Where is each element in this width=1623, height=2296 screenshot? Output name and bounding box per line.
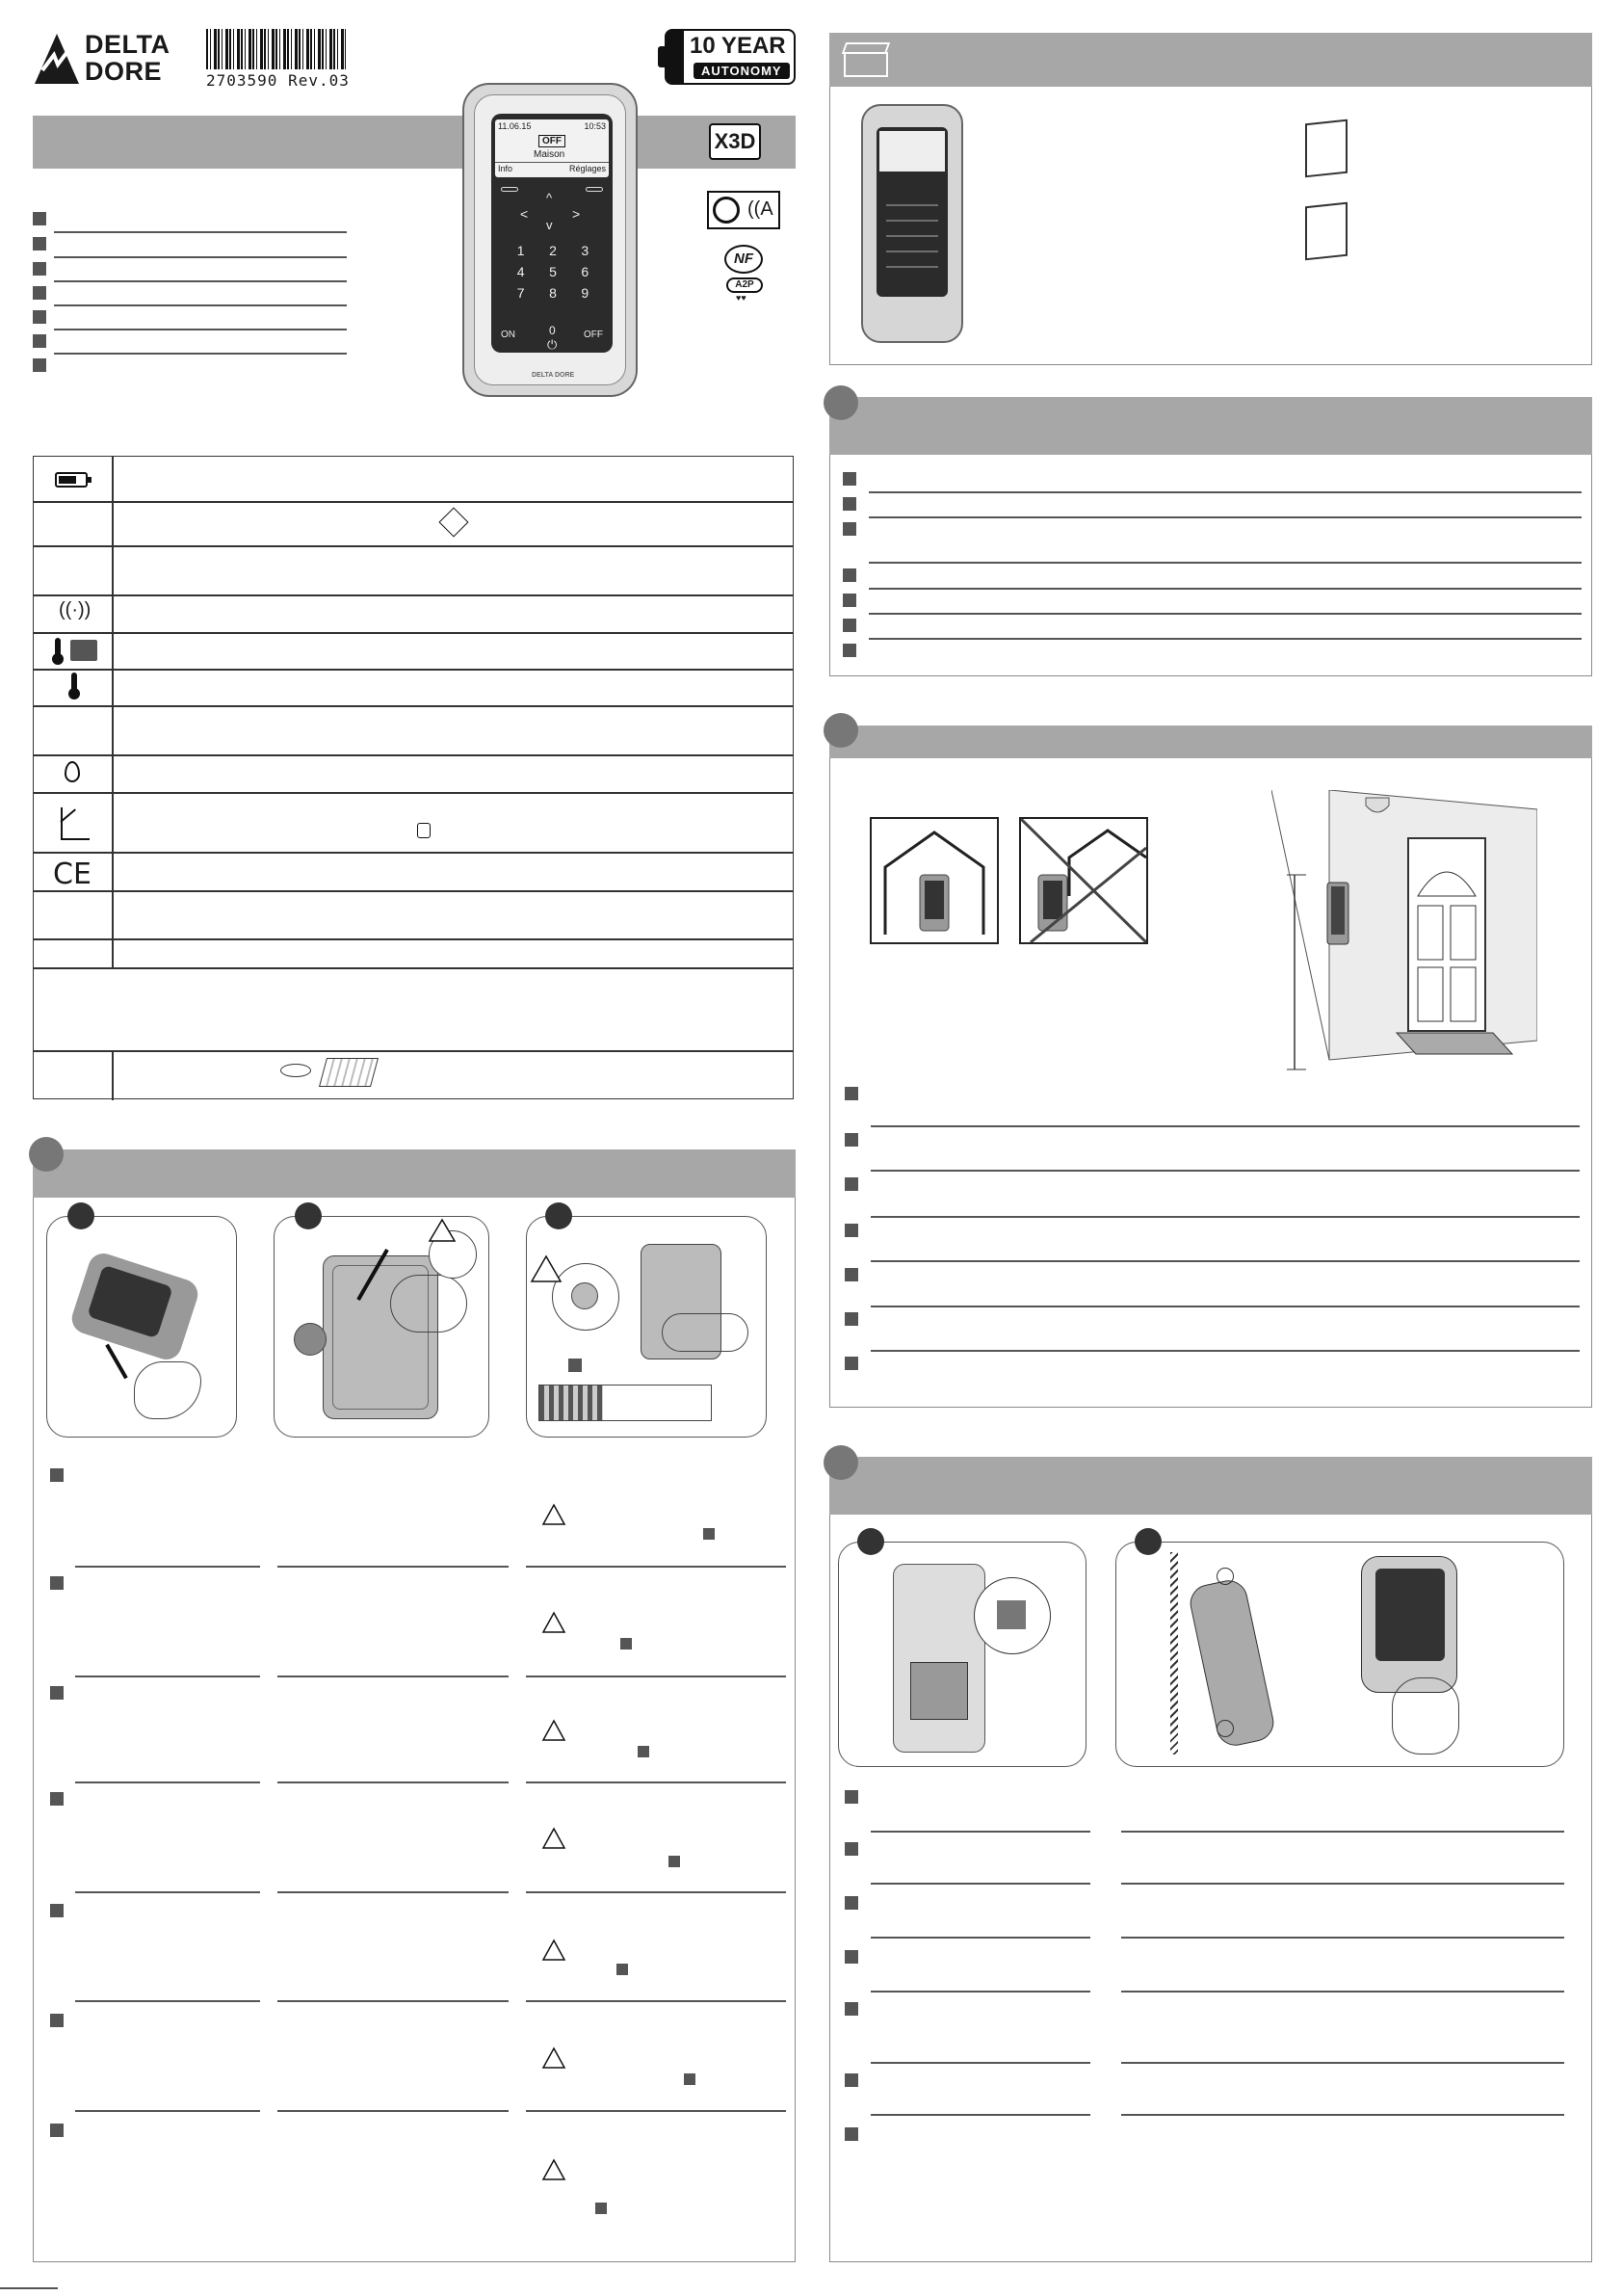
warning-triangle-icon bbox=[541, 1939, 566, 1962]
key-2[interactable]: 2 bbox=[549, 243, 557, 258]
outdoor-no-illustration bbox=[1019, 817, 1148, 944]
section-2-badge bbox=[824, 385, 858, 420]
key-5[interactable]: 5 bbox=[549, 264, 557, 279]
step-fix-illustration bbox=[526, 1216, 767, 1438]
key-4[interactable]: 4 bbox=[516, 264, 525, 279]
section-4-badge bbox=[824, 1445, 858, 1480]
battery-cap-icon bbox=[658, 46, 667, 67]
package-box-icon bbox=[838, 39, 898, 81]
section-3-badge bbox=[824, 713, 858, 748]
lang-marker bbox=[33, 262, 46, 276]
step-c-badge bbox=[545, 1202, 572, 1229]
battery-icon bbox=[55, 472, 88, 488]
delta-dore-logo-icon bbox=[33, 32, 81, 86]
section-placement-header bbox=[829, 726, 1592, 758]
lang-marker bbox=[33, 358, 46, 372]
barcode-ref: 2703590 Rev.03 bbox=[206, 71, 350, 90]
manual-booklet-icon bbox=[1305, 119, 1348, 178]
x3d-badge bbox=[709, 123, 761, 160]
manual-booklet-icon bbox=[1305, 202, 1348, 261]
bottom-edge-rule bbox=[0, 2287, 58, 2289]
step-a-badge bbox=[857, 1528, 884, 1555]
key-1[interactable]: 1 bbox=[516, 243, 525, 258]
key-6[interactable]: 6 bbox=[581, 264, 589, 279]
nav-up-icon[interactable]: ^ bbox=[546, 191, 553, 205]
warning-triangle-icon bbox=[541, 2046, 566, 2070]
x3d-label: X3D bbox=[714, 129, 756, 153]
screen-mode: OFF bbox=[538, 135, 565, 147]
read-manual-icon bbox=[280, 1056, 386, 1091]
section-installation-header bbox=[33, 1149, 796, 1198]
warning-triangle-icon bbox=[541, 1719, 566, 1742]
barcode-bars bbox=[206, 29, 346, 69]
battery-line1: 10 YEAR bbox=[690, 33, 786, 59]
lang-marker bbox=[33, 334, 46, 348]
wall-mount-illustration bbox=[1115, 1542, 1564, 1767]
x3d-diamond-icon bbox=[438, 507, 468, 537]
nf-logo-icon bbox=[724, 245, 763, 274]
fix-marker bbox=[568, 1359, 582, 1372]
radio-antenna-icon: ((·)) bbox=[59, 599, 92, 620]
lang-marker bbox=[33, 237, 46, 251]
key-off[interactable]: OFF bbox=[584, 330, 603, 340]
step-a-badge bbox=[67, 1202, 94, 1229]
room-wall-icon bbox=[1271, 790, 1537, 1079]
wall-placement-illustration bbox=[1271, 790, 1537, 1079]
nav-left-icon[interactable]: < bbox=[520, 206, 529, 222]
step-drill-illustration bbox=[274, 1216, 489, 1438]
section-mounting-header bbox=[829, 1457, 1592, 1515]
temperature-icon bbox=[66, 673, 82, 701]
step-b-badge bbox=[1135, 1528, 1162, 1555]
keypad-screen bbox=[495, 119, 609, 177]
certification-logo-icon: ((A bbox=[707, 191, 780, 229]
screen-soft-right: Réglages bbox=[568, 164, 606, 173]
dimensions-axes-icon bbox=[55, 807, 90, 842]
lang-marker bbox=[33, 212, 46, 225]
soft-key-left[interactable] bbox=[501, 187, 518, 192]
brand-line1: DELTA bbox=[85, 30, 170, 59]
brand-logo bbox=[33, 29, 172, 89]
humidity-drop-icon bbox=[65, 761, 80, 782]
device-logo: DELTA DORE bbox=[532, 372, 575, 379]
keypad-grid bbox=[505, 243, 601, 301]
nf-label: NF bbox=[734, 251, 753, 267]
temperature-storage-icon bbox=[47, 638, 105, 663]
section-2-header bbox=[829, 397, 1592, 455]
spec-table bbox=[33, 456, 794, 1099]
step-open-illustration bbox=[46, 1216, 237, 1438]
battery-line2: AUTONOMY bbox=[694, 63, 790, 79]
house-icon bbox=[872, 819, 997, 942]
key-0[interactable]: 0 bbox=[549, 324, 556, 337]
section-number-badge bbox=[29, 1137, 64, 1172]
key-8[interactable]: 8 bbox=[549, 285, 557, 301]
barcode bbox=[206, 29, 351, 91]
box-contents-header bbox=[829, 33, 1592, 87]
brand-line2: DORE bbox=[85, 57, 163, 86]
lang-marker bbox=[33, 286, 46, 300]
warning-triangle-icon bbox=[541, 1611, 566, 1634]
key-9[interactable]: 9 bbox=[581, 285, 589, 301]
lang-marker bbox=[33, 310, 46, 324]
screen-soft-left: Info bbox=[498, 164, 513, 173]
warning-triangle-icon bbox=[541, 1503, 566, 1526]
crossed-house-icon bbox=[1021, 819, 1146, 942]
a2p-rating-icon: ♥♥ bbox=[736, 293, 746, 303]
title-band bbox=[33, 116, 796, 169]
weight-icon bbox=[417, 823, 431, 838]
screen-date: 11.06.15 bbox=[498, 121, 532, 131]
warning-triangle-icon bbox=[530, 1254, 563, 1283]
box-keypad-device bbox=[861, 104, 963, 343]
nav-right-icon[interactable]: > bbox=[572, 206, 581, 222]
screen-time: 10:53 bbox=[584, 121, 606, 131]
warning-triangle-icon bbox=[541, 1827, 566, 1850]
keypad-glass bbox=[491, 114, 613, 353]
key-on[interactable]: ON bbox=[501, 330, 515, 340]
key-7[interactable]: 7 bbox=[516, 285, 525, 301]
a2p-logo-icon bbox=[726, 277, 763, 293]
battery-insert-illustration bbox=[838, 1542, 1086, 1767]
nav-down-icon[interactable]: v bbox=[546, 218, 553, 232]
indoor-ok-illustration bbox=[870, 817, 999, 944]
ce-mark-icon: C​E bbox=[53, 858, 92, 891]
step-b-badge bbox=[295, 1202, 322, 1229]
power-icon[interactable]: ⏻ bbox=[547, 337, 558, 352]
warning-triangle-icon bbox=[541, 2158, 566, 2181]
screws-box bbox=[538, 1385, 712, 1421]
battery-autonomy-badge bbox=[665, 29, 796, 85]
key-3[interactable]: 3 bbox=[581, 243, 589, 258]
keypad-device bbox=[462, 83, 638, 397]
a2p-label: A2P bbox=[735, 279, 754, 290]
screen-zone: Maison bbox=[534, 149, 565, 160]
soft-key-right[interactable] bbox=[586, 187, 603, 192]
warning-triangle-icon bbox=[428, 1218, 457, 1243]
